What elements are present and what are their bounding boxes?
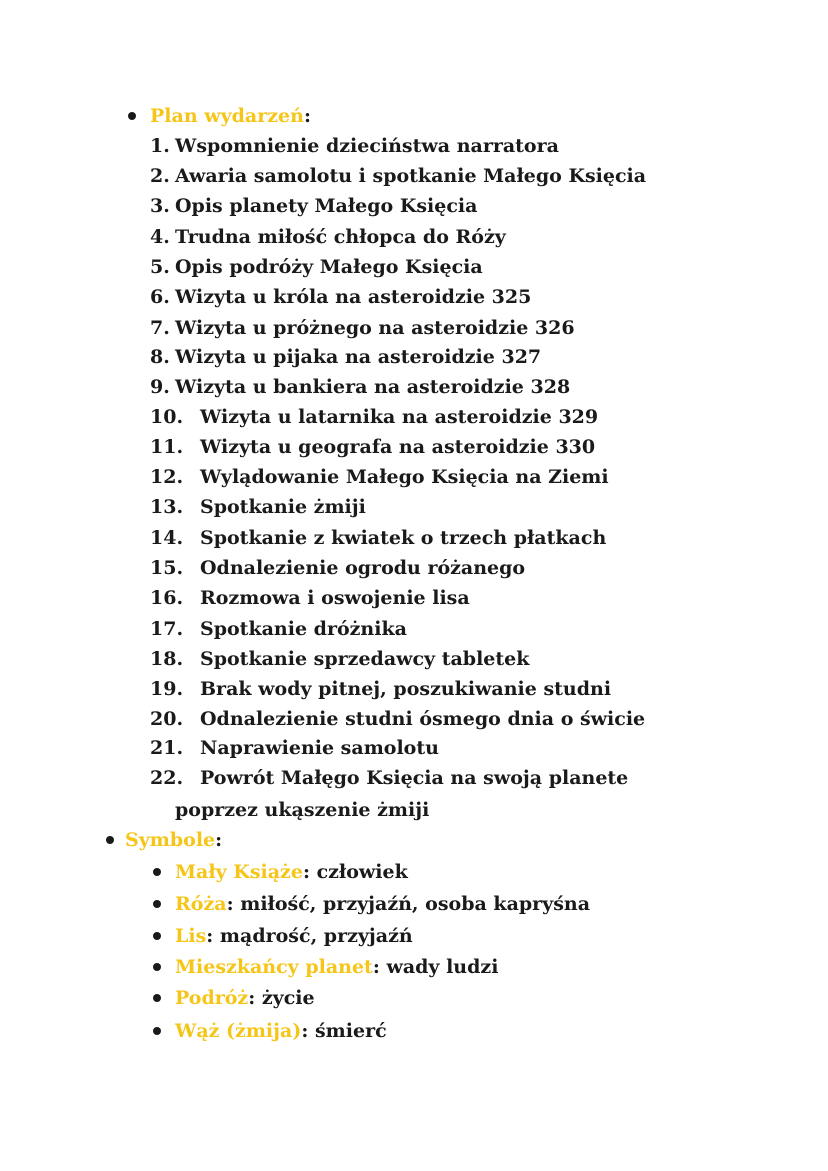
plan-item-number: 17. xyxy=(150,618,184,640)
bullet-symbols xyxy=(106,836,114,844)
plan-item-number: 2. xyxy=(150,165,170,187)
symbol-separator: : xyxy=(206,925,220,947)
symbol-meaning: śmierć xyxy=(314,1020,387,1042)
plan-item-text: Odnalezienie studni ósmego dnia o świcie xyxy=(200,708,646,730)
plan-item xyxy=(150,194,477,218)
plan-item xyxy=(150,134,559,158)
plan-item-number: 7. xyxy=(150,317,170,339)
symbol-term: Podróż xyxy=(175,987,249,1009)
plan-item-text: Odnalezienie ogrodu różanego xyxy=(200,557,526,579)
plan-item xyxy=(150,647,529,671)
plan-item xyxy=(150,677,611,701)
plan-item-text: Opis planety Małego Księcia xyxy=(175,195,478,217)
plan-item-number: 19. xyxy=(150,678,184,700)
symbol-separator: : xyxy=(372,956,387,978)
plan-item xyxy=(150,617,407,641)
symbol-term: Mieszkańcy planet xyxy=(175,956,373,978)
plan-item xyxy=(150,526,606,550)
symbol-term: Mały Książe xyxy=(175,861,303,883)
plan-item-text: Spotkanie dróżnika xyxy=(200,618,407,640)
plan-item-text: Wizyta u pijaka na asteroidzie 327 xyxy=(175,346,542,368)
plan-item-number: 6. xyxy=(150,286,170,308)
plan-item-text: Wylądowanie Małego Księcia na Ziemi xyxy=(200,466,609,488)
plan-item xyxy=(150,435,595,459)
symbol-item xyxy=(175,955,498,979)
plan-item-text: Opis podróży Małego Księcia xyxy=(175,256,483,278)
symbol-item xyxy=(175,1019,387,1043)
symbol-meaning: miłość, przyjaźń, osoba kapryśna xyxy=(240,893,591,915)
plan-item xyxy=(150,405,598,429)
plan-item-number: 11. xyxy=(150,436,184,458)
symbol-item xyxy=(175,986,315,1010)
plan-item-text: Naprawienie samolotu xyxy=(200,737,439,759)
symbol-meaning: wady ludzi xyxy=(386,956,499,978)
plan-item-number: 16. xyxy=(150,587,184,609)
symbol-item xyxy=(175,860,408,884)
plan-item-number: 4. xyxy=(150,226,170,248)
symbol-bullet xyxy=(153,932,161,940)
symbol-bullet xyxy=(153,963,161,971)
plan-item-number: 10. xyxy=(150,406,184,428)
plan-item-text: Awaria samolotu i spotkanie Małego Księcia xyxy=(175,165,647,187)
plan-item-22-continuation: poprzez ukąszenie żmiji xyxy=(175,799,430,821)
symbol-term: Wąż (żmija) xyxy=(175,1020,302,1042)
plan-item xyxy=(150,586,470,610)
plan-item-text: Trudna miłość chłopca do Róży xyxy=(175,226,506,248)
plan-item-number: 20. xyxy=(150,708,184,730)
plan-item-number: 3. xyxy=(150,195,170,217)
plan-item-number: 9. xyxy=(150,376,170,398)
plan-item-number: 22. xyxy=(150,767,184,789)
plan-item-number: 8. xyxy=(150,346,170,368)
plan-item-text: Wizyta u próżnego na asteroidzie 326 xyxy=(175,317,575,339)
plan-item-text: Rozmowa i oswojenie lisa xyxy=(200,587,470,609)
plan-item-number: 12. xyxy=(150,466,184,488)
plan-item-text: Wizyta u geografa na asteroidzie 330 xyxy=(200,436,596,458)
symbol-separator: : xyxy=(248,987,262,1009)
plan-item-text: Brak wody pitnej, poszukiwanie studni xyxy=(200,678,612,700)
plan-item-text: Wizyta u króla na asteroidzie 325 xyxy=(175,286,532,308)
plan-item-text: Spotkanie sprzedawcy tabletek xyxy=(200,648,530,670)
plan-item xyxy=(150,736,439,760)
symbol-bullet xyxy=(153,900,161,908)
symbol-separator: : xyxy=(301,1020,315,1042)
plan-item-text: Spotkanie z kwiatek o trzech płatkach xyxy=(200,527,607,549)
plan-item xyxy=(150,707,645,731)
plan-item xyxy=(150,225,506,249)
plan-item-text: Wizyta u bankiera na asteroidzie 328 xyxy=(175,376,571,398)
plan-item-number: 5. xyxy=(150,256,170,278)
symbol-meaning: człowiek xyxy=(316,861,408,883)
symbol-separator: : xyxy=(302,861,317,883)
plan-item-text: Wizyta u latarnika na asteroidzie 329 xyxy=(200,406,599,428)
symbol-term: Róża xyxy=(175,893,227,915)
plan-item-number: 15. xyxy=(150,557,184,579)
plan-item xyxy=(150,465,609,489)
symbol-bullet xyxy=(153,994,161,1002)
symbol-term: Lis xyxy=(175,925,207,947)
plan-heading: Plan wydarzeń: xyxy=(150,105,311,127)
symbol-meaning: życie xyxy=(261,987,315,1009)
symbol-bullet xyxy=(153,1027,161,1035)
plan-item-number: 14. xyxy=(150,527,184,549)
plan-item xyxy=(150,495,366,519)
symbol-meaning: mądrość, przyjaźń xyxy=(219,925,413,947)
plan-item xyxy=(150,285,531,309)
plan-item xyxy=(150,255,483,279)
plan-item xyxy=(150,556,525,580)
plan-item xyxy=(150,345,541,369)
symbol-bullet xyxy=(153,868,161,876)
plan-item xyxy=(150,316,575,340)
plan-item xyxy=(150,375,570,399)
plan-item-number: 18. xyxy=(150,648,184,670)
symbol-item xyxy=(175,924,413,948)
plan-item-number: 13. xyxy=(150,496,184,518)
plan-item xyxy=(150,766,628,790)
plan-item-number: 21. xyxy=(150,737,184,759)
plan-item-text: Spotkanie żmiji xyxy=(200,496,366,518)
plan-item-text: Wspomnienie dzieciństwa narratora xyxy=(175,135,559,157)
plan-item xyxy=(150,164,646,188)
bullet-plan xyxy=(128,112,136,120)
plan-item-number: 1. xyxy=(150,135,170,157)
symbols-heading: Symbole: xyxy=(125,829,223,851)
symbol-item xyxy=(175,892,590,916)
symbol-separator: : xyxy=(226,893,241,915)
plan-item-text: Powrót Małęgo Księcia na swoją planete xyxy=(200,767,629,789)
